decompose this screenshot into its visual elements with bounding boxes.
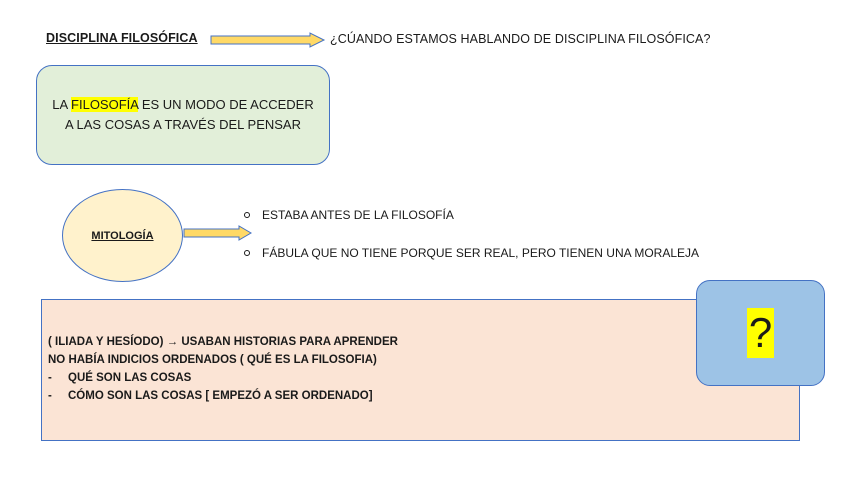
mythology-bullets [244, 205, 699, 263]
highlighted-term: FILOSOFÍA [71, 97, 139, 112]
heading: DISCIPLINA FILOSÓFICA [46, 31, 198, 45]
arrow-icon: → [166, 336, 179, 348]
question-mark-box [696, 280, 825, 386]
question-text: ¿CÚANDO ESTAMOS HABLANDO DE DISCIPLINA FILOSÓFICA? [330, 32, 711, 46]
history-text [48, 333, 398, 405]
right-arrow-icon [183, 225, 253, 241]
bullet-circle-icon [244, 212, 250, 218]
list-item: - CÓMO SON LAS COSAS [ EMPEZÓ A SER ORDENADO] [48, 390, 373, 402]
history-line-2: NO HABÍA INDICIOS ORDENADOS ( QUÉ ES LA FILOSOFIA) [48, 354, 377, 366]
list-item: - QUÉ SON LAS COSAS [48, 372, 192, 384]
history-line-1: ( ILIADA Y HESÍODO) → USABAN HISTORIAS PARA APRENDER [48, 336, 398, 348]
definition-line-2: A LAS COSAS A TRAVÉS DEL PENSAR [64, 117, 301, 132]
bullet-item: ESTABA ANTES DE LA FILOSOFÍA [244, 205, 699, 225]
question-mark-icon: ? [748, 309, 773, 356]
definition-line-1: LA FILOSOFÍA ES UN MODO DE ACCEDER [52, 97, 314, 112]
right-arrow-icon [210, 32, 326, 48]
mythology-circle [62, 189, 183, 282]
bullet-circle-icon [244, 250, 250, 256]
definition-box [36, 65, 330, 165]
mythology-label: MITOLOGÍA [91, 229, 154, 242]
bullet-item: FÁBULA QUE NO TIENE PORQUE SER REAL, PERO TIENEN UNA MORALEJA [244, 243, 699, 263]
